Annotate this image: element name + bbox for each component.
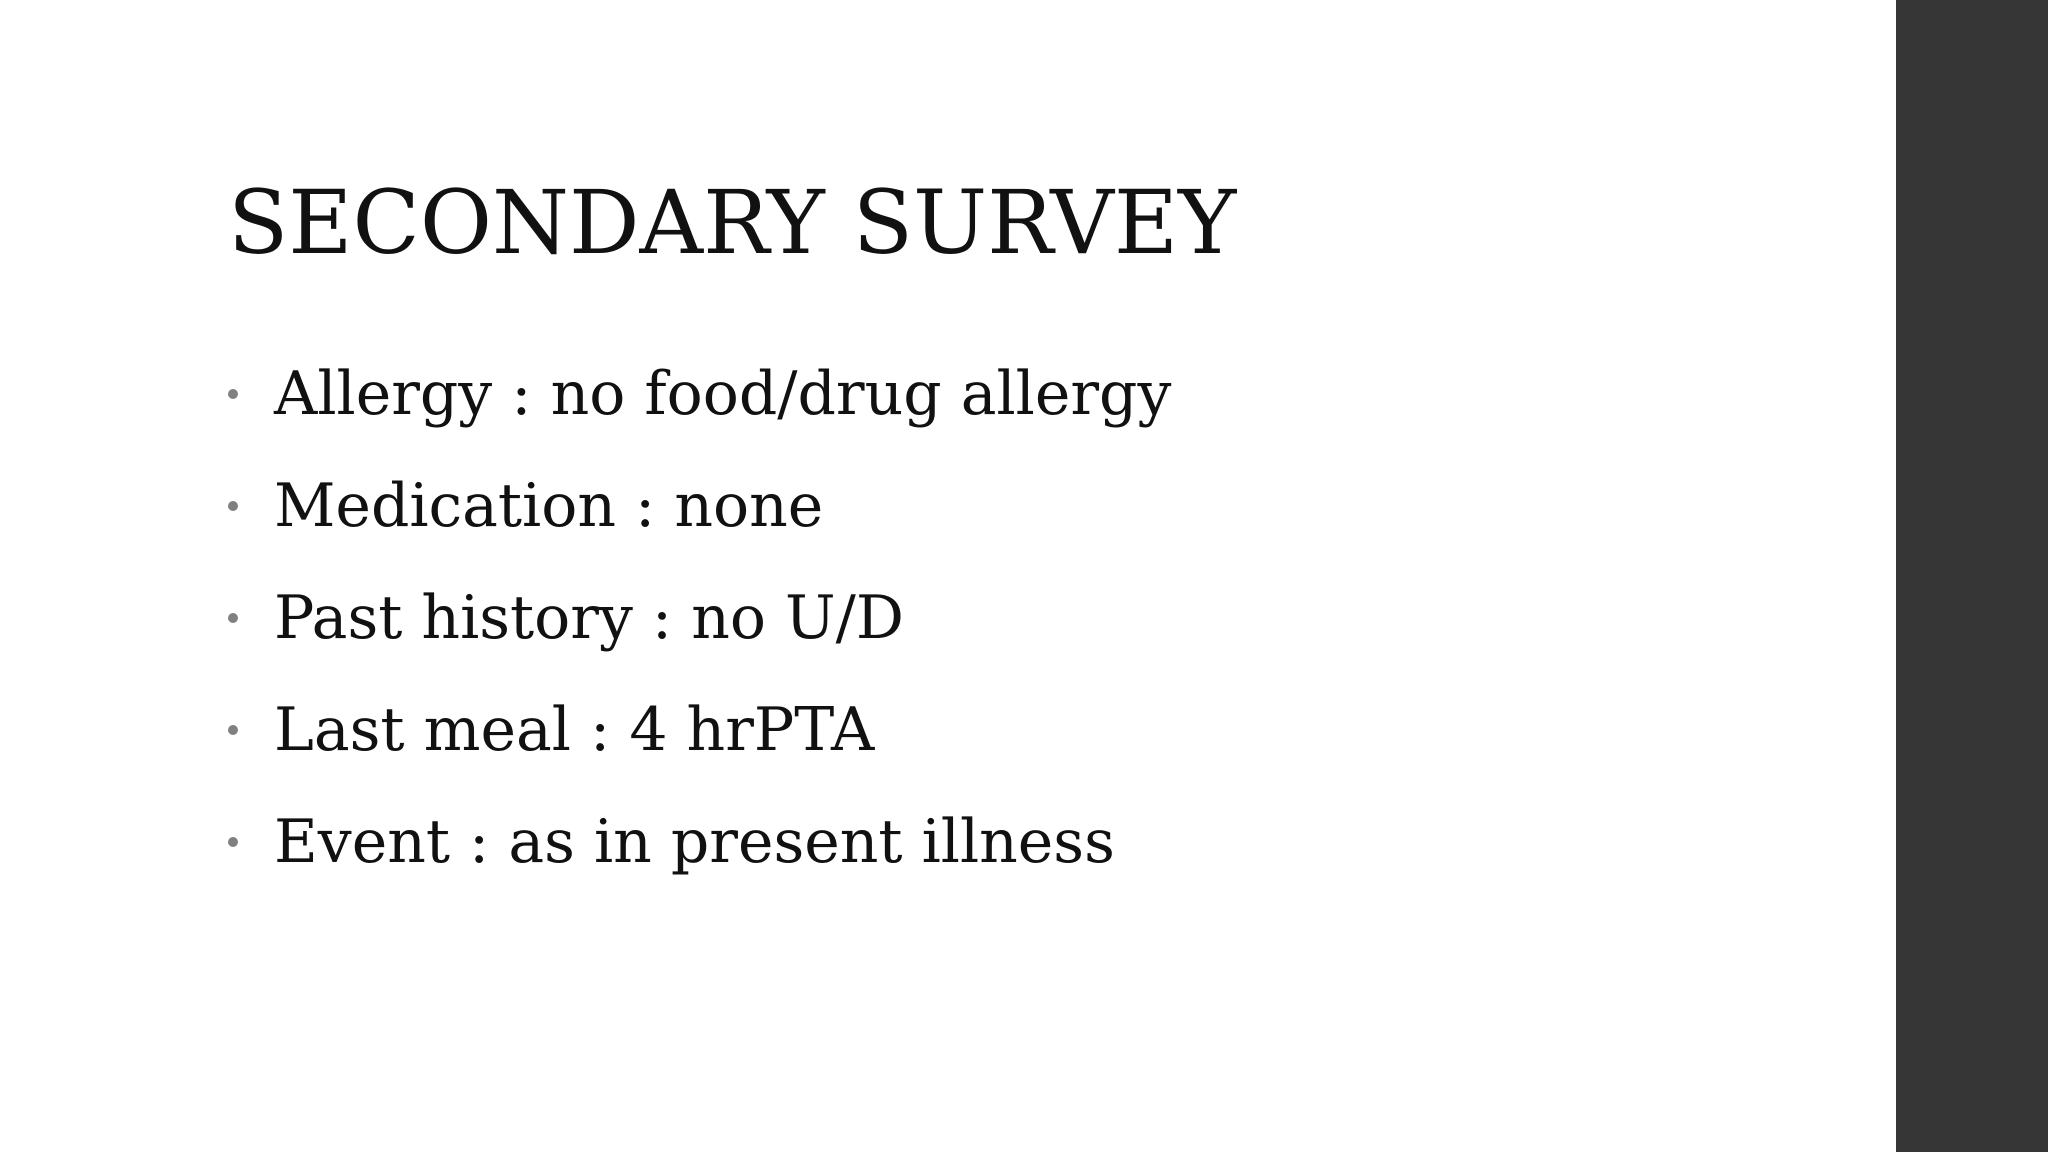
bullet-dot-icon xyxy=(228,725,238,735)
bullet-dot-icon xyxy=(228,501,238,511)
bullet-text: Allergy : no food/drug allergy xyxy=(274,359,1172,429)
bullet-list xyxy=(228,338,1171,898)
bullet-dot-icon xyxy=(228,837,238,847)
bullet-item-past-history xyxy=(228,562,1171,674)
bullet-item-medication xyxy=(228,450,1171,562)
bullet-text: Last meal : 4 hrPTA xyxy=(274,695,875,765)
bullet-dot-icon xyxy=(228,613,238,623)
slide-title: SECONDARY SURVEY xyxy=(228,171,1237,274)
bullet-item-event xyxy=(228,786,1171,898)
bullet-text: Event : as in present illness xyxy=(274,807,1115,877)
bullet-dot-icon xyxy=(228,389,238,399)
bullet-text: Medication : none xyxy=(274,471,824,541)
bullet-item-allergy xyxy=(228,338,1171,450)
bullet-text: Past history : no U/D xyxy=(274,583,904,653)
bullet-item-last-meal xyxy=(228,674,1171,786)
side-bar xyxy=(1896,0,2048,1152)
